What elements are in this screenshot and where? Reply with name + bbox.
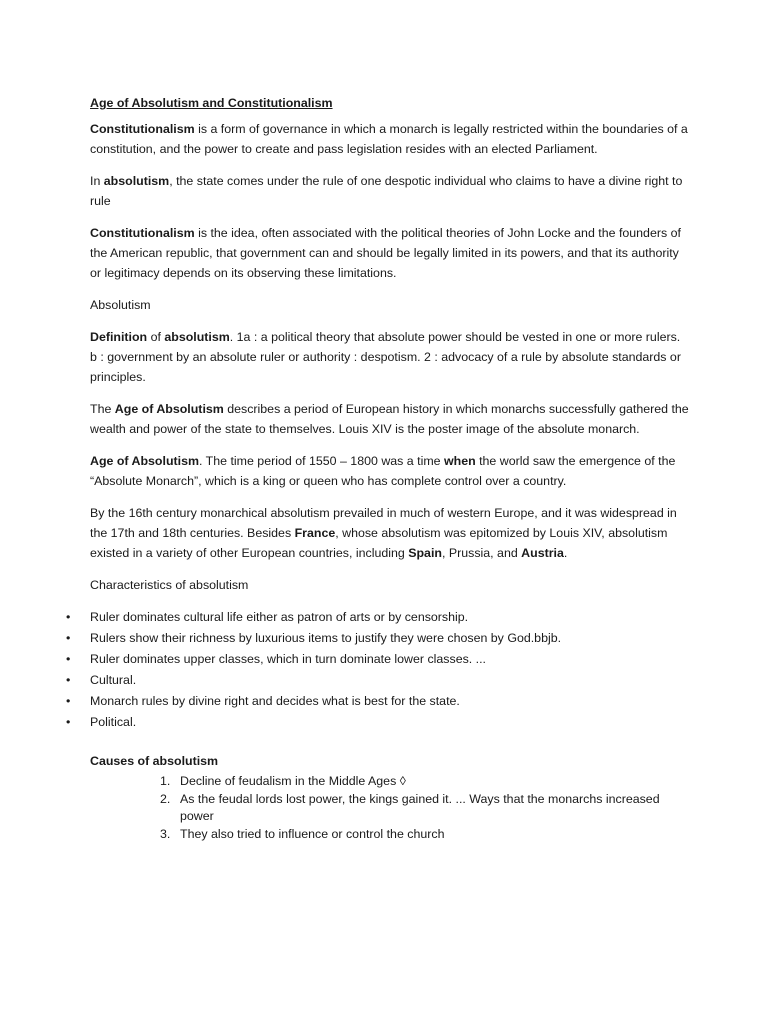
term-constitutionalism: Constitutionalism — [90, 226, 195, 240]
bullet-icon: • — [66, 694, 71, 708]
list-item: • Political. — [66, 712, 690, 733]
term-definition: Definition — [90, 330, 148, 344]
term-absolutism: absolutism — [103, 174, 170, 188]
list-item: 1. Decline of feudalism in the Middle Ages ◊ — [160, 774, 406, 788]
bullet-icon: • — [66, 610, 71, 624]
list-number: 3. — [160, 827, 171, 841]
bullet-icon: • — [66, 673, 71, 687]
paragraph-absolutism-definition: In absolutism, the state comes under the rule of one despotic individual who claims to have a divine right to rule — [90, 174, 683, 208]
list-item: • Monarch rules by divine right and decides what is best for the state. — [66, 691, 690, 712]
bullet-icon: • — [66, 652, 71, 666]
list-item: • Rulers show their richness by luxurious items to justify they were chosen by God.bbjb. — [66, 628, 690, 649]
term-spain: Spain — [408, 546, 442, 560]
document-title: Age of Absolutism and Constitutionalism — [90, 96, 333, 110]
list-item: • Ruler dominates upper classes, which in turn dominate lower classes. ... — [66, 649, 690, 670]
bullet-icon: • — [66, 715, 71, 729]
list-number: 1. — [160, 774, 171, 788]
list-item: • Ruler dominates cultural life either as patron of arts or by censorship. — [66, 607, 690, 628]
term-austria: Austria — [521, 546, 564, 560]
paragraph-constitutionalism-definition: Constitutionalism is a form of governance in which a monarch is legally restricted within the boundaries of a constitution, and the power to create and pass legislation resides with an elected Parliament. — [90, 122, 688, 156]
term-france: France — [294, 526, 336, 540]
term-absolutism: absolutism — [164, 330, 230, 344]
section-heading-causes: Causes of absolutism — [90, 754, 219, 768]
paragraph-constitutionalism-idea: Constitutionalism is the idea, often associated with the political theories of John Locke and the founders of the American republic, that government can and should be legally limited in its powers, and that its authority or legitimacy depends on its observing these limitations. — [90, 226, 681, 280]
term-when: when — [443, 454, 476, 468]
paragraph-16th-century: By the 16th century monarchical absolutism prevailed in much of western Europe, and it was widespread in the 17th and 18th centuries. Besides France, whose absolutism was epitomized by Louis XIV, absolutism existed in a variety of other European countries, including Spain, Prussia, and Austria. — [90, 506, 677, 560]
bullet-icon: • — [66, 631, 71, 645]
list-item: • Cultural. — [66, 670, 690, 691]
term-constitutionalism: Constitutionalism — [90, 122, 195, 136]
list-number: 2. — [160, 792, 171, 806]
section-heading-absolutism: Absolutism — [90, 298, 151, 312]
paragraph-age-of-absolutism-history: The Age of Absolutism describes a period of European history in which monarchs successfully gathered the wealth and power of the state to themselves. Louis XIV is the poster image of the absolute monarch. — [90, 402, 689, 436]
term-age-of-absolutism: Age of Absolutism — [114, 402, 224, 416]
paragraph-dictionary-definition: Definition of absolutism. 1a : a political theory that absolute power should be vested in one or more rulers. b : government by an absolute ruler or authority : despotism. 2 : advocacy of a rule by absolute standards or principles. — [90, 330, 681, 384]
causes-list — [90, 773, 690, 843]
list-item: 3. They also tried to influence or control the church — [160, 827, 445, 841]
list-item: 2. As the feudal lords lost power, the kings gained it. ... Ways that the monarchs increased power — [160, 792, 660, 823]
paragraph-age-of-absolutism-period: Age of Absolutism. The time period of 1550 – 1800 was a time when the world saw the emergence of the “Absolute Monarch”, which is a king or queen who has complete control over a country. — [90, 454, 676, 488]
characteristics-list — [66, 607, 690, 733]
document-body — [66, 93, 690, 844]
section-heading-characteristics: Characteristics of absolutism — [90, 578, 249, 592]
term-age-of-absolutism: Age of Absolutism — [90, 454, 199, 468]
